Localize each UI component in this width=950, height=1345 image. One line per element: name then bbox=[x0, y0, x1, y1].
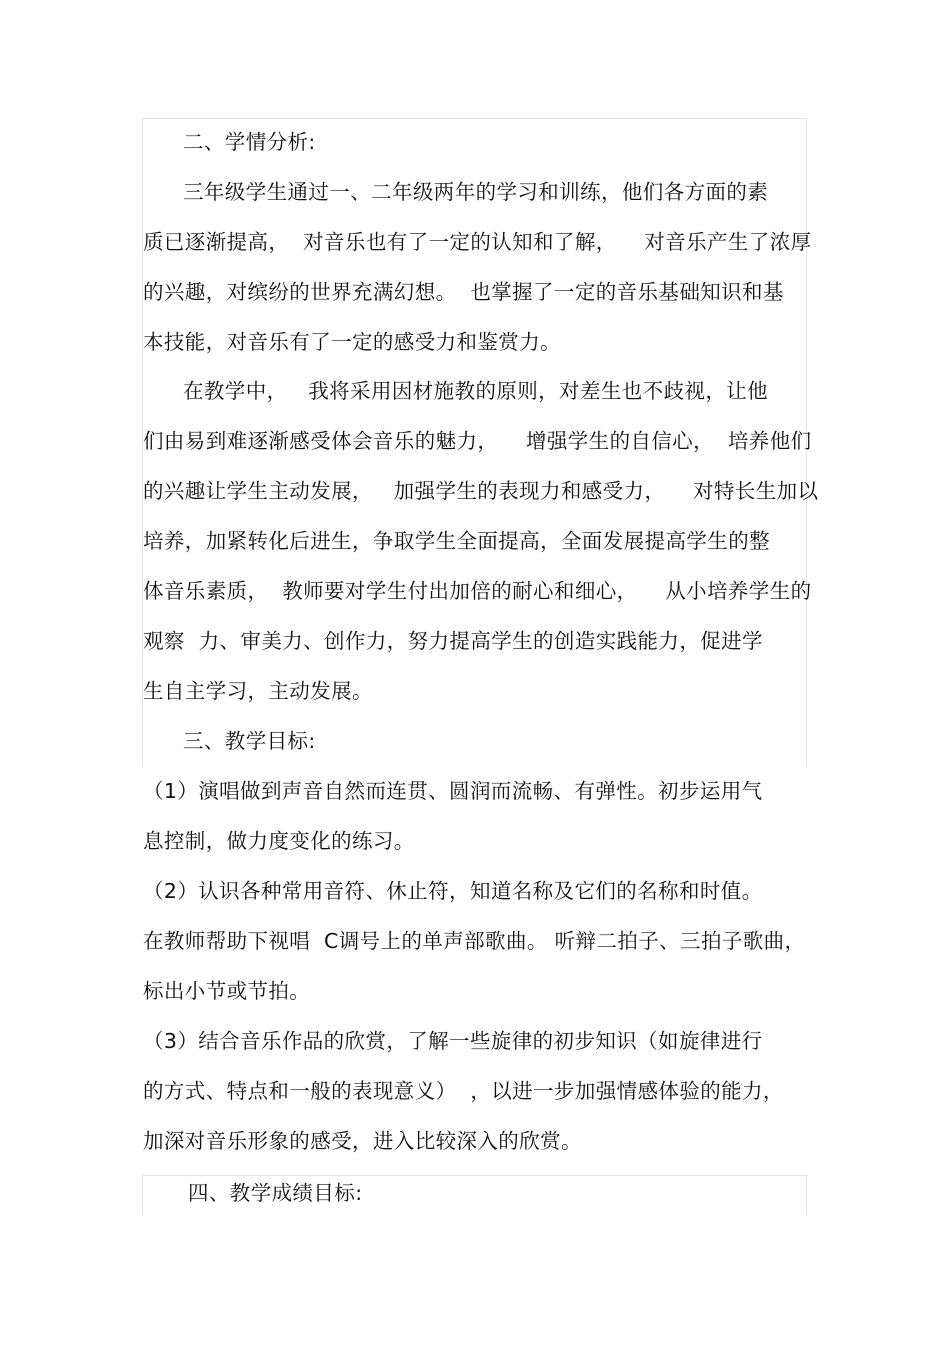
text-line: 的方式、特点和一般的表现意义） ，以进一步加强情感体验的能力， bbox=[143, 1079, 784, 1103]
text-line: 质已逐渐提高， 对音乐也有了一定的认知和了解， 对音乐产生了浓厚 bbox=[143, 230, 812, 254]
text-line: 观察 力、审美力、创作力，努力提高学生的创造实践能力，促进学 bbox=[143, 629, 763, 653]
text-line: 息控制，做力度变化的练习。 bbox=[143, 829, 415, 853]
text-line: 生自主学习，主动发展。 bbox=[143, 679, 373, 703]
text-line: 体音乐素质， 教师要对学生付出加倍的耐心和细心， 从小培养学生的 bbox=[143, 579, 812, 603]
text-line: （3）结合音乐作品的欣赏，了解一些旋律的初步知识（如旋律进行 bbox=[143, 1029, 763, 1053]
text-line: 在教学中， 我将采用因材施教的原则，对差生也不歧视，让他 bbox=[183, 379, 769, 403]
text-line: 培养，加紧转化后进生，争取学生全面提高，全面发展提高学生的整 bbox=[143, 529, 770, 553]
text-line: 在教师帮助下视唱 C调号上的单声部歌曲。 听辩二拍子、三拍子歌曲， bbox=[143, 929, 806, 953]
text-line: 标出小节或节拍。 bbox=[143, 979, 311, 1003]
text-line: 的兴趣，对缤纷的世界充满幻想。 也掌握了一定的音乐基础知识和基 bbox=[143, 280, 784, 304]
text-line: 加深对音乐形象的感受，进入比较深入的欣赏。 bbox=[143, 1129, 582, 1153]
text-line: 本技能，对音乐有了一定的感受力和鉴赏力。 bbox=[143, 330, 561, 354]
text-line: 们由易到难逐渐感受体会音乐的魅力， 增强学生的自信心， 培养他们 bbox=[143, 429, 812, 453]
text-line: 三年级学生通过一、二年级两年的学习和训练，他们各方面的素 bbox=[183, 180, 769, 204]
text-line: （1）演唱做到声音自然而连贯、圆润而流畅、有弹性。初步运用气 bbox=[143, 779, 763, 803]
text-line: 的兴趣让学生主动发展， 加强学生的表现力和感受力， 对特长生加以 bbox=[143, 479, 819, 503]
section3-heading: 三、教学目标: bbox=[183, 729, 316, 753]
text-line: （2）认识各种常用音符、休止符，知道名称及它们的名称和时值。 bbox=[143, 879, 763, 903]
section2-heading: 二、学情分析: bbox=[183, 130, 316, 154]
section4-heading: 四、教学成绩目标: bbox=[188, 1181, 363, 1205]
